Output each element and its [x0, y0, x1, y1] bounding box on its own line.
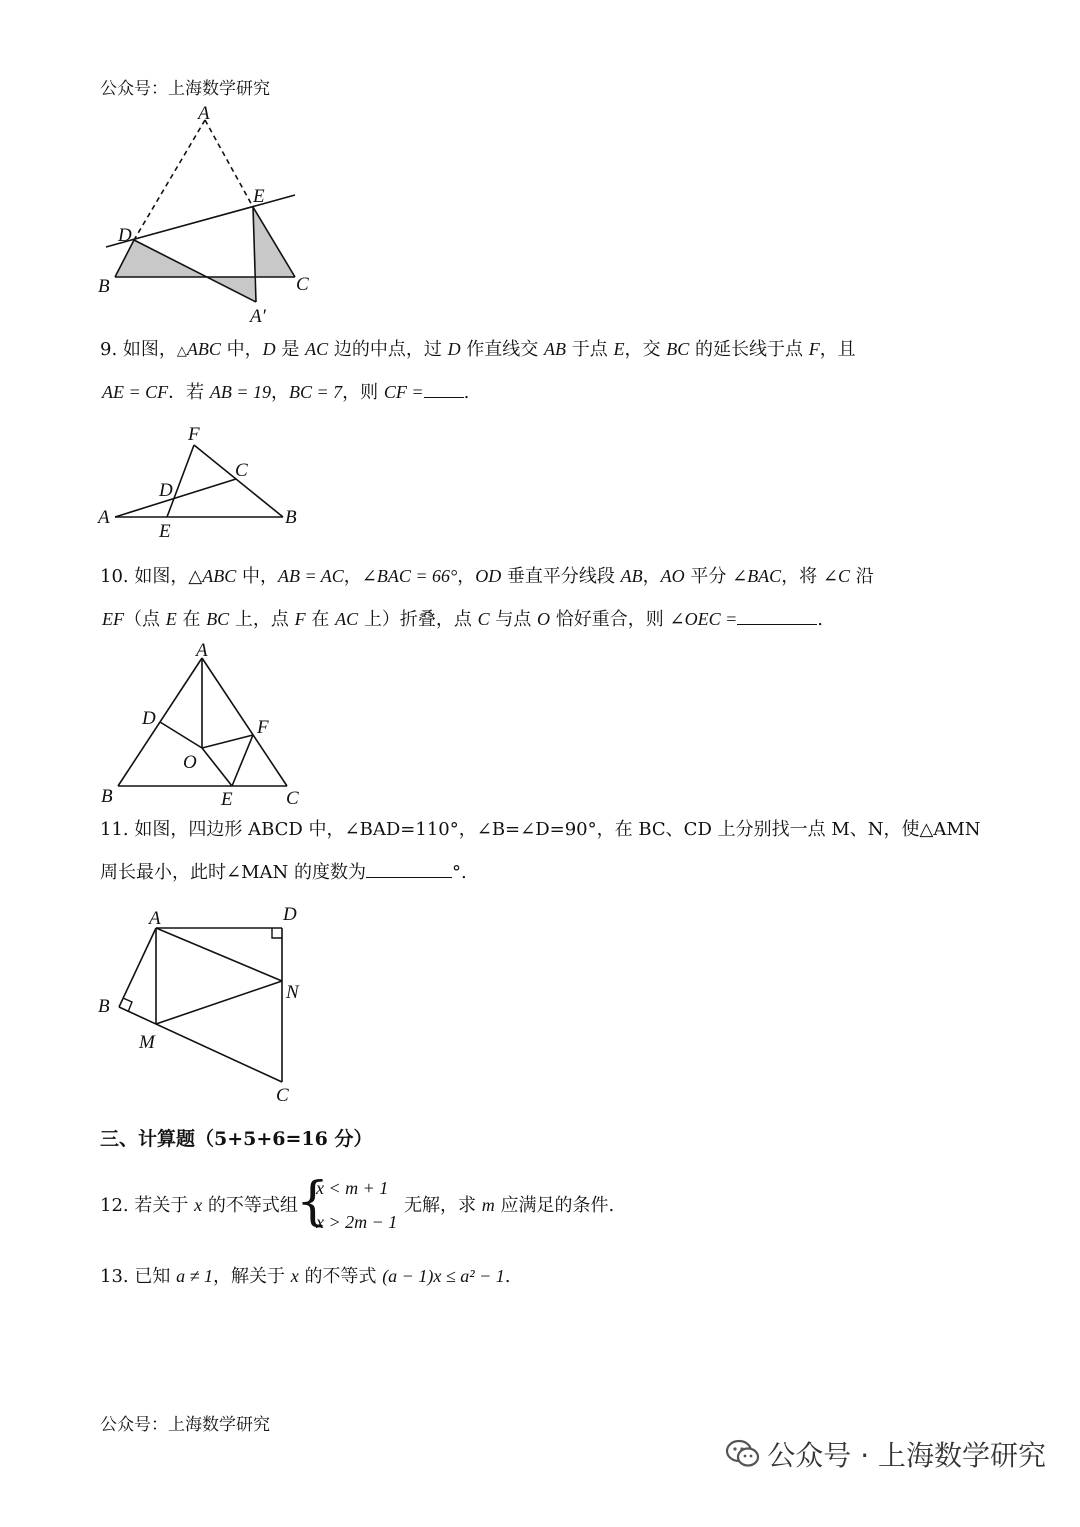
q13-text: 已知	[134, 1266, 177, 1287]
segment-oe	[202, 748, 232, 786]
q10-text: ，	[642, 566, 661, 587]
q9-math: BC = 7	[289, 382, 343, 402]
segment-ab	[119, 928, 156, 1007]
q12-text: 的不等式组	[202, 1195, 298, 1216]
q10-line1	[100, 565, 874, 588]
q9-text: 作直线交	[460, 339, 545, 360]
label-c: C	[235, 460, 248, 481]
q10-math: △ABC	[188, 566, 237, 586]
q10-text: 上，点	[229, 609, 295, 630]
label-a: A	[196, 640, 208, 661]
q9-text: 中，	[220, 339, 263, 360]
q9-math: AC	[305, 339, 329, 359]
q12-text: 无解，求	[404, 1195, 482, 1216]
dashed-ae	[205, 120, 253, 207]
q10-text: 沿	[850, 566, 874, 587]
label-e: E	[159, 521, 171, 542]
label-a: A	[98, 507, 110, 528]
q12-math: x	[194, 1195, 203, 1215]
q12-text: 若关于	[134, 1195, 195, 1216]
label-c: C	[286, 788, 299, 809]
q9-math: E	[613, 339, 625, 359]
figure-q9	[95, 420, 325, 540]
label-a-prime: A′	[250, 306, 266, 327]
q12-line-tail	[404, 1194, 614, 1217]
q10-math: AC	[335, 609, 359, 629]
segment-mn	[156, 981, 282, 1024]
q13-text: .	[504, 1266, 511, 1287]
q9-number: 9.	[100, 339, 118, 360]
q10-math: ∠BAC = 66°	[361, 566, 458, 586]
watermark-text: 公众号 · 上海数学研究	[767, 1439, 1046, 1472]
label-e: E	[221, 789, 233, 810]
q9-text: 于点	[566, 339, 614, 360]
q12-text: 应满足的条件.	[494, 1195, 615, 1216]
q10-text: ，将	[781, 566, 823, 587]
q10-text: （点	[124, 609, 166, 630]
q13-text: 的不等式	[298, 1266, 383, 1287]
q9-text: ，交	[624, 339, 667, 360]
q10-line2	[102, 608, 823, 631]
segment-of	[202, 735, 253, 748]
q10-text: 在	[305, 609, 336, 630]
figure-q11	[95, 902, 335, 1106]
label-b: B	[101, 786, 113, 807]
label-f: F	[188, 424, 200, 445]
section-heading: 三、计算题（5+5+6=16 分）	[100, 1128, 373, 1150]
segment-an	[156, 928, 282, 981]
triangle-symbol: △	[176, 344, 187, 359]
q10-answer-blank[interactable]	[737, 608, 817, 625]
watermark	[725, 1434, 1046, 1476]
q10-text: ，	[457, 566, 476, 587]
q10-math: ∠BAC	[732, 566, 782, 586]
q9-math: CF =	[383, 382, 424, 402]
segment-do	[160, 722, 202, 748]
q9-text: 如图，	[122, 339, 177, 360]
q10-text: 上）折叠，点	[358, 609, 478, 630]
q13-number: 13.	[100, 1266, 129, 1287]
q9-math: AE = CF	[102, 382, 169, 402]
q10-math: C	[477, 609, 490, 629]
label-m: M	[139, 1032, 155, 1053]
q13-math: (a − 1)x ≤ a² − 1	[382, 1266, 505, 1286]
q11-line2	[100, 861, 467, 884]
label-a: A	[149, 908, 161, 929]
q12-inequality-1: x < m + 1	[316, 1178, 389, 1198]
q10-text: 平分	[684, 566, 733, 587]
q9-math: BC	[666, 339, 690, 359]
q10-math: EF	[102, 609, 124, 629]
figure-q10	[95, 640, 335, 810]
q9-math: AB	[544, 339, 567, 359]
segment-ac	[202, 658, 287, 786]
header-source: 公众号：上海数学研究	[100, 79, 270, 99]
q9-text: ，且	[819, 339, 856, 360]
q9-math: D	[447, 339, 461, 359]
q12-math: m	[481, 1195, 495, 1215]
q10-math: BC	[206, 609, 230, 629]
q9-answer-blank[interactable]	[424, 381, 464, 398]
q13-text: ，解关于	[213, 1266, 291, 1287]
q9-text: ，	[271, 382, 290, 403]
label-c: C	[296, 274, 309, 295]
q11-answer-blank[interactable]	[366, 861, 452, 878]
figure-q8	[90, 100, 410, 360]
label-d: D	[159, 480, 173, 501]
q10-math: ∠C	[822, 566, 851, 586]
system-brace: {	[296, 1172, 330, 1232]
label-o: O	[183, 752, 197, 773]
q10-text: 垂直平分线段	[501, 566, 621, 587]
q9-text: 边的中点，过	[328, 339, 448, 360]
q11-line1: 11. 如图，四边形 ABCD 中，∠BAD=110°，∠B=∠D=90°，在 BC、CD 上分别找一点 M、N，使△AMN	[100, 819, 981, 840]
q9-math: AB = 19	[209, 382, 272, 402]
q9-line1	[100, 338, 856, 363]
label-b: B	[98, 276, 110, 297]
q12-inequality-2: x > 2m − 1	[316, 1212, 398, 1232]
label-f: F	[257, 717, 269, 738]
segment-ac	[115, 479, 236, 517]
q10-math: E	[165, 609, 177, 629]
label-c: C	[276, 1085, 289, 1106]
footer-source: 公众号：上海数学研究	[100, 1415, 270, 1435]
q9-text: .	[463, 382, 470, 403]
q10-text: ，	[343, 566, 362, 587]
q12-line	[100, 1194, 298, 1217]
q10-text: 恰好重合，则	[550, 609, 670, 630]
label-b: B	[98, 996, 110, 1017]
q11-text: 周长最小，此时∠MAN 的度数为	[100, 862, 366, 883]
q13-line	[100, 1265, 510, 1288]
q10-math: O	[537, 609, 551, 629]
q10-math: OD	[475, 566, 502, 586]
q12-number: 12.	[100, 1195, 129, 1216]
label-d: D	[118, 225, 132, 246]
q10-number: 10.	[100, 566, 129, 587]
q9-text: 的延长线于点	[689, 339, 809, 360]
q10-math: AB = AC	[277, 566, 344, 586]
q9-math: D	[262, 339, 276, 359]
q9-math: ABC	[186, 339, 221, 359]
q10-text: 中，	[236, 566, 278, 587]
q10-math: F	[294, 609, 306, 629]
q10-math: ∠OEC =	[669, 609, 738, 629]
q13-math: x	[290, 1266, 299, 1286]
q10-text: .	[817, 609, 823, 630]
wechat-icon	[725, 1439, 761, 1476]
label-b: B	[285, 507, 297, 528]
q10-math: AB	[620, 566, 643, 586]
q10-text: 与点	[489, 609, 538, 630]
q9-math: F	[808, 339, 820, 359]
label-a: A	[198, 103, 210, 124]
q10-math: AO	[660, 566, 685, 586]
q10-text: 如图，	[134, 566, 189, 587]
q9-line2	[102, 381, 469, 404]
q13-math: a ≠ 1	[176, 1266, 213, 1286]
label-d: D	[142, 708, 156, 729]
label-e: E	[253, 186, 265, 207]
segment-fe	[232, 735, 253, 786]
q9-text: 是	[275, 339, 306, 360]
label-n: N	[286, 982, 299, 1003]
q10-text: 在	[176, 609, 207, 630]
q11-text: °.	[451, 862, 467, 883]
segment-fb	[194, 445, 283, 517]
right-angle-d	[272, 928, 282, 938]
label-d: D	[283, 904, 297, 925]
q9-text: ．若	[168, 382, 210, 403]
q9-text: ，则	[342, 382, 384, 403]
